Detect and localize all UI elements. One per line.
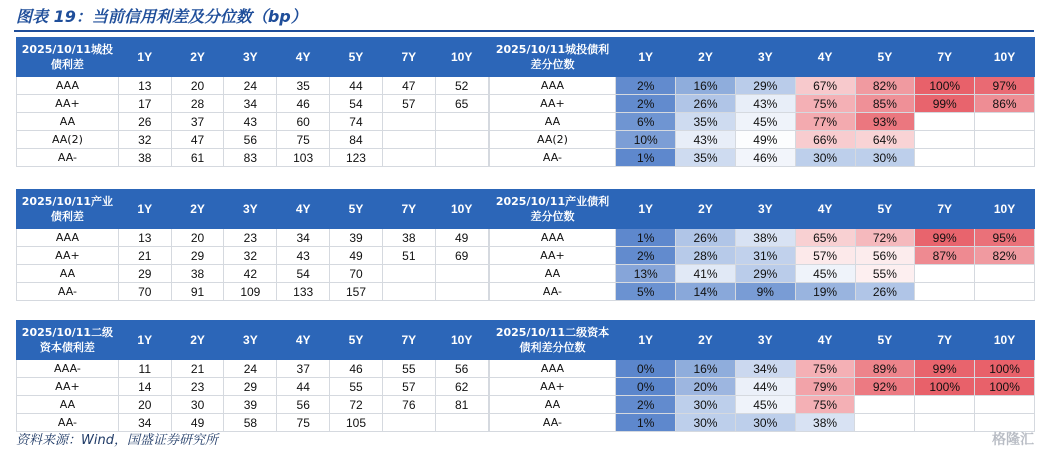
spread-cell: 13: [118, 229, 171, 247]
spread-cell: 24: [224, 360, 277, 378]
column-header: 1Y: [616, 321, 676, 360]
percentile-cell: 92%: [855, 378, 915, 396]
rating-label: AA: [17, 265, 119, 283]
table-header-label: 2025/10/11二级资本债利差分位数: [489, 321, 616, 360]
percentile-cell: 65%: [795, 229, 855, 247]
spread-cell: 49: [171, 414, 224, 432]
percentile-cell: [975, 149, 1035, 167]
table-section: [16, 37, 1035, 167]
percentile-cell: 26%: [855, 283, 915, 301]
spread-cell: 34: [277, 229, 330, 247]
column-header: 3Y: [224, 190, 277, 229]
percentile-cell: 86%: [975, 95, 1035, 113]
percentile-cell: 82%: [855, 77, 915, 95]
table-row: [489, 378, 1034, 396]
column-header: 2Y: [676, 190, 736, 229]
percentile-cell: [975, 396, 1035, 414]
percentile-cell: 34%: [735, 360, 795, 378]
right-table: [489, 320, 1035, 432]
spread-cell: 43: [224, 113, 277, 131]
spread-cell: 109: [224, 283, 277, 301]
percentile-cell: 45%: [735, 396, 795, 414]
rating-label: AA-: [489, 283, 616, 301]
spread-cell: 20: [118, 396, 171, 414]
column-header: 4Y: [795, 321, 855, 360]
percentile-cell: 31%: [735, 247, 795, 265]
column-header: 5Y: [330, 38, 383, 77]
table-row: [17, 265, 489, 283]
percentile-cell: 75%: [795, 396, 855, 414]
column-header: 4Y: [277, 190, 330, 229]
spread-cell: 23: [171, 378, 224, 396]
spread-cell: 47: [382, 77, 435, 95]
percentile-cell: 2%: [616, 396, 676, 414]
spread-cell: 29: [118, 265, 171, 283]
rating-label: AA-: [489, 149, 616, 167]
rating-label: AA+: [17, 95, 119, 113]
spread-cell: [382, 131, 435, 149]
table-row: [17, 149, 489, 167]
column-header: 2Y: [171, 190, 224, 229]
table-row: [489, 131, 1034, 149]
spread-cell: 21: [171, 360, 224, 378]
percentile-cell: 46%: [735, 149, 795, 167]
rating-label: AA: [489, 396, 616, 414]
source-note: 资料来源：Wind，国盛证券研究所: [16, 433, 218, 448]
spread-cell: [382, 414, 435, 432]
spread-cell: 84: [330, 131, 383, 149]
spread-cell: 72: [330, 396, 383, 414]
spread-cell: [435, 265, 488, 283]
spread-cell: 49: [435, 229, 488, 247]
spread-cell: 17: [118, 95, 171, 113]
spread-cell: 70: [118, 283, 171, 301]
spread-cell: 39: [224, 396, 277, 414]
spread-cell: 38: [171, 265, 224, 283]
right-table: [489, 37, 1035, 167]
table-header-label: 2025/10/11产业债利差: [17, 190, 119, 229]
spread-cell: 21: [118, 247, 171, 265]
percentile-cell: 43%: [676, 131, 736, 149]
column-header: 5Y: [855, 38, 915, 77]
table-row: [17, 396, 489, 414]
column-header: 10Y: [435, 190, 488, 229]
table-header-label: 2025/10/11产业债利差分位数: [489, 190, 616, 229]
spread-cell: 47: [171, 131, 224, 149]
percentile-cell: 20%: [676, 378, 736, 396]
rating-label: AA-: [17, 283, 119, 301]
table-row: [17, 77, 489, 95]
column-header: 7Y: [915, 321, 975, 360]
percentile-cell: 75%: [795, 360, 855, 378]
spread-cell: 76: [382, 396, 435, 414]
spread-cell: 75: [277, 414, 330, 432]
column-header: 7Y: [915, 38, 975, 77]
rating-label: AAA: [489, 229, 616, 247]
percentile-cell: 35%: [676, 149, 736, 167]
table-row: [17, 378, 489, 396]
rating-label: AAA: [489, 360, 616, 378]
table-row: [17, 95, 489, 113]
table-row: [489, 77, 1034, 95]
spread-cell: 20: [171, 77, 224, 95]
percentile-cell: [975, 265, 1035, 283]
table-row: [17, 229, 489, 247]
table-row: [17, 247, 489, 265]
percentile-cell: 45%: [795, 265, 855, 283]
table-row: [489, 229, 1034, 247]
percentile-cell: 14%: [676, 283, 736, 301]
left-table: [16, 37, 489, 167]
spread-cell: [435, 149, 488, 167]
rating-label: AA: [489, 113, 616, 131]
spread-cell: 69: [435, 247, 488, 265]
table-row: [17, 131, 489, 149]
table-row: [17, 414, 489, 432]
table-row: [489, 396, 1034, 414]
spread-cell: 46: [330, 360, 383, 378]
spread-cell: 58: [224, 414, 277, 432]
rating-label: AA: [489, 265, 616, 283]
left-table: [16, 189, 489, 301]
spread-cell: 157: [330, 283, 383, 301]
spread-cell: 38: [118, 149, 171, 167]
percentile-cell: [915, 113, 975, 131]
spread-cell: 54: [330, 95, 383, 113]
column-header: 7Y: [915, 190, 975, 229]
spread-cell: [382, 149, 435, 167]
percentile-cell: 16%: [676, 360, 736, 378]
rating-label: AA: [17, 396, 119, 414]
spread-cell: 28: [171, 95, 224, 113]
spread-cell: 70: [330, 265, 383, 283]
percentile-cell: 30%: [676, 396, 736, 414]
percentile-cell: 29%: [735, 265, 795, 283]
percentile-cell: 77%: [795, 113, 855, 131]
spread-cell: 123: [330, 149, 383, 167]
percentile-cell: 30%: [795, 149, 855, 167]
column-header: 3Y: [735, 190, 795, 229]
spread-cell: 57: [382, 378, 435, 396]
spread-cell: 56: [277, 396, 330, 414]
column-header: 4Y: [277, 38, 330, 77]
percentile-cell: 64%: [855, 131, 915, 149]
percentile-cell: 85%: [855, 95, 915, 113]
percentile-cell: 5%: [616, 283, 676, 301]
column-header: 3Y: [224, 321, 277, 360]
percentile-cell: 26%: [676, 229, 736, 247]
percentile-cell: 2%: [616, 77, 676, 95]
table-section: [16, 189, 1035, 301]
percentile-cell: 89%: [855, 360, 915, 378]
title-rule: [14, 30, 1034, 32]
column-header: 10Y: [435, 38, 488, 77]
column-header: 10Y: [435, 321, 488, 360]
percentile-cell: 29%: [735, 77, 795, 95]
rating-label: AA+: [17, 247, 119, 265]
percentile-cell: 0%: [616, 360, 676, 378]
column-header: 1Y: [118, 321, 171, 360]
column-header: 5Y: [855, 321, 915, 360]
percentile-cell: 26%: [676, 95, 736, 113]
spread-cell: 32: [224, 247, 277, 265]
spread-cell: 34: [118, 414, 171, 432]
watermark-logo: 格隆汇: [992, 432, 1034, 448]
rating-label: AAA-: [17, 360, 119, 378]
spread-cell: 13: [118, 77, 171, 95]
percentile-cell: 2%: [616, 247, 676, 265]
percentile-cell: 100%: [915, 77, 975, 95]
spread-cell: [435, 131, 488, 149]
percentile-cell: 9%: [735, 283, 795, 301]
spread-cell: [382, 265, 435, 283]
column-header: 7Y: [382, 190, 435, 229]
table-row: [17, 360, 489, 378]
column-header: 2Y: [676, 321, 736, 360]
spread-cell: [382, 283, 435, 301]
percentile-cell: [975, 131, 1035, 149]
percentile-cell: 38%: [795, 414, 855, 432]
spread-cell: 103: [277, 149, 330, 167]
percentile-cell: 79%: [795, 378, 855, 396]
percentile-cell: 99%: [915, 95, 975, 113]
spread-cell: 81: [435, 396, 488, 414]
table-header-label: 2025/10/11城投债利差: [17, 38, 119, 77]
percentile-cell: 30%: [855, 149, 915, 167]
percentile-cell: 100%: [915, 378, 975, 396]
percentile-cell: 10%: [616, 131, 676, 149]
percentile-cell: [915, 265, 975, 283]
column-header: 1Y: [616, 38, 676, 77]
column-header: 5Y: [330, 190, 383, 229]
table-section: [16, 320, 1035, 432]
rating-label: AA(2): [489, 131, 616, 149]
spread-cell: 55: [330, 378, 383, 396]
percentile-cell: 49%: [735, 131, 795, 149]
percentile-cell: 82%: [975, 247, 1035, 265]
percentile-cell: 99%: [915, 360, 975, 378]
right-table: [489, 189, 1035, 301]
percentile-cell: 45%: [735, 113, 795, 131]
spread-cell: 32: [118, 131, 171, 149]
percentile-cell: [915, 283, 975, 301]
column-header: 4Y: [795, 190, 855, 229]
percentile-cell: 2%: [616, 95, 676, 113]
figure-title: 图表 19：当前信用利差及分位数（bp）: [16, 7, 307, 26]
table-row: [489, 414, 1034, 432]
percentile-cell: [915, 131, 975, 149]
percentile-cell: 95%: [975, 229, 1035, 247]
spread-cell: 74: [330, 113, 383, 131]
percentile-cell: 1%: [616, 149, 676, 167]
percentile-cell: 99%: [915, 229, 975, 247]
percentile-cell: [975, 283, 1035, 301]
column-header: 4Y: [795, 38, 855, 77]
table-row: [489, 113, 1034, 131]
table-row: [17, 113, 489, 131]
percentile-cell: 43%: [735, 95, 795, 113]
percentile-cell: 16%: [676, 77, 736, 95]
rating-label: AA+: [489, 95, 616, 113]
percentile-cell: 28%: [676, 247, 736, 265]
percentile-cell: [915, 414, 975, 432]
table-row: [489, 283, 1034, 301]
percentile-cell: 55%: [855, 265, 915, 283]
percentile-cell: [915, 396, 975, 414]
column-header: 7Y: [382, 321, 435, 360]
column-header: 3Y: [224, 38, 277, 77]
percentile-cell: 0%: [616, 378, 676, 396]
column-header: 2Y: [171, 321, 224, 360]
spread-cell: 133: [277, 283, 330, 301]
percentile-cell: 44%: [735, 378, 795, 396]
spread-cell: 34: [224, 95, 277, 113]
rating-label: AAA: [17, 229, 119, 247]
spread-cell: 56: [224, 131, 277, 149]
spread-cell: 42: [224, 265, 277, 283]
percentile-cell: 75%: [795, 95, 855, 113]
spread-cell: 44: [277, 378, 330, 396]
rating-label: AA-: [17, 414, 119, 432]
spread-cell: [435, 113, 488, 131]
percentile-cell: 1%: [616, 229, 676, 247]
spread-cell: 24: [224, 77, 277, 95]
percentile-cell: 6%: [616, 113, 676, 131]
spread-cell: 44: [330, 77, 383, 95]
spread-cell: 61: [171, 149, 224, 167]
table-row: [17, 283, 489, 301]
spread-cell: 35: [277, 77, 330, 95]
percentile-cell: [855, 396, 915, 414]
spread-cell: 43: [277, 247, 330, 265]
spread-cell: 39: [330, 229, 383, 247]
spread-cell: 29: [171, 247, 224, 265]
column-header: 10Y: [975, 321, 1035, 360]
percentile-cell: 66%: [795, 131, 855, 149]
spread-cell: 37: [277, 360, 330, 378]
spread-cell: 91: [171, 283, 224, 301]
table-header-label: 2025/10/11城投债利差分位数: [489, 38, 616, 77]
rating-label: AA(2): [17, 131, 119, 149]
percentile-cell: 100%: [975, 360, 1035, 378]
table-row: [489, 360, 1034, 378]
column-header: 1Y: [118, 190, 171, 229]
percentile-cell: 67%: [795, 77, 855, 95]
rating-label: AA+: [17, 378, 119, 396]
spread-cell: 62: [435, 378, 488, 396]
percentile-cell: [915, 149, 975, 167]
percentile-cell: 97%: [975, 77, 1035, 95]
spread-cell: 75: [277, 131, 330, 149]
column-header: 2Y: [676, 38, 736, 77]
percentile-cell: 1%: [616, 414, 676, 432]
rating-label: AA-: [489, 414, 616, 432]
spread-cell: 105: [330, 414, 383, 432]
column-header: 1Y: [118, 38, 171, 77]
percentile-cell: [855, 414, 915, 432]
column-header: 2Y: [171, 38, 224, 77]
column-header: 7Y: [382, 38, 435, 77]
spread-cell: 37: [171, 113, 224, 131]
spread-cell: 49: [330, 247, 383, 265]
column-header: 3Y: [735, 321, 795, 360]
percentile-cell: 72%: [855, 229, 915, 247]
spread-cell: 55: [382, 360, 435, 378]
spread-cell: 23: [224, 229, 277, 247]
spread-cell: 83: [224, 149, 277, 167]
spread-cell: [382, 113, 435, 131]
table-header-label: 2025/10/11二级资本债利差: [17, 321, 119, 360]
spread-cell: 20: [171, 229, 224, 247]
rating-label: AAA: [489, 77, 616, 95]
percentile-cell: 30%: [735, 414, 795, 432]
percentile-cell: 13%: [616, 265, 676, 283]
spread-cell: 57: [382, 95, 435, 113]
column-header: 5Y: [855, 190, 915, 229]
spread-cell: 30: [171, 396, 224, 414]
rating-label: AA: [17, 113, 119, 131]
percentile-cell: 87%: [915, 247, 975, 265]
percentile-cell: 56%: [855, 247, 915, 265]
percentile-cell: 93%: [855, 113, 915, 131]
spread-cell: 38: [382, 229, 435, 247]
rating-label: AA+: [489, 378, 616, 396]
spread-cell: [435, 283, 488, 301]
percentile-cell: 41%: [676, 265, 736, 283]
table-row: [489, 95, 1034, 113]
spread-cell: 14: [118, 378, 171, 396]
percentile-cell: [975, 113, 1035, 131]
percentile-cell: 100%: [975, 378, 1035, 396]
percentile-cell: 57%: [795, 247, 855, 265]
table-row: [489, 149, 1034, 167]
percentile-cell: 38%: [735, 229, 795, 247]
rating-label: AA-: [17, 149, 119, 167]
spread-cell: 11: [118, 360, 171, 378]
percentile-cell: 30%: [676, 414, 736, 432]
table-row: [489, 247, 1034, 265]
table-row: [489, 265, 1034, 283]
spread-cell: 60: [277, 113, 330, 131]
column-header: 10Y: [975, 190, 1035, 229]
percentile-cell: 35%: [676, 113, 736, 131]
column-header: 4Y: [277, 321, 330, 360]
spread-cell: 26: [118, 113, 171, 131]
column-header: 5Y: [330, 321, 383, 360]
rating-label: AAA: [17, 77, 119, 95]
spread-cell: 54: [277, 265, 330, 283]
column-header: 10Y: [975, 38, 1035, 77]
spread-cell: 51: [382, 247, 435, 265]
spread-cell: 56: [435, 360, 488, 378]
spread-cell: 65: [435, 95, 488, 113]
percentile-cell: 19%: [795, 283, 855, 301]
column-header: 1Y: [616, 190, 676, 229]
column-header: 3Y: [735, 38, 795, 77]
rating-label: AA+: [489, 247, 616, 265]
spread-cell: 46: [277, 95, 330, 113]
spread-cell: [435, 414, 488, 432]
spread-cell: 29: [224, 378, 277, 396]
spread-cell: 52: [435, 77, 488, 95]
left-table: [16, 320, 489, 432]
